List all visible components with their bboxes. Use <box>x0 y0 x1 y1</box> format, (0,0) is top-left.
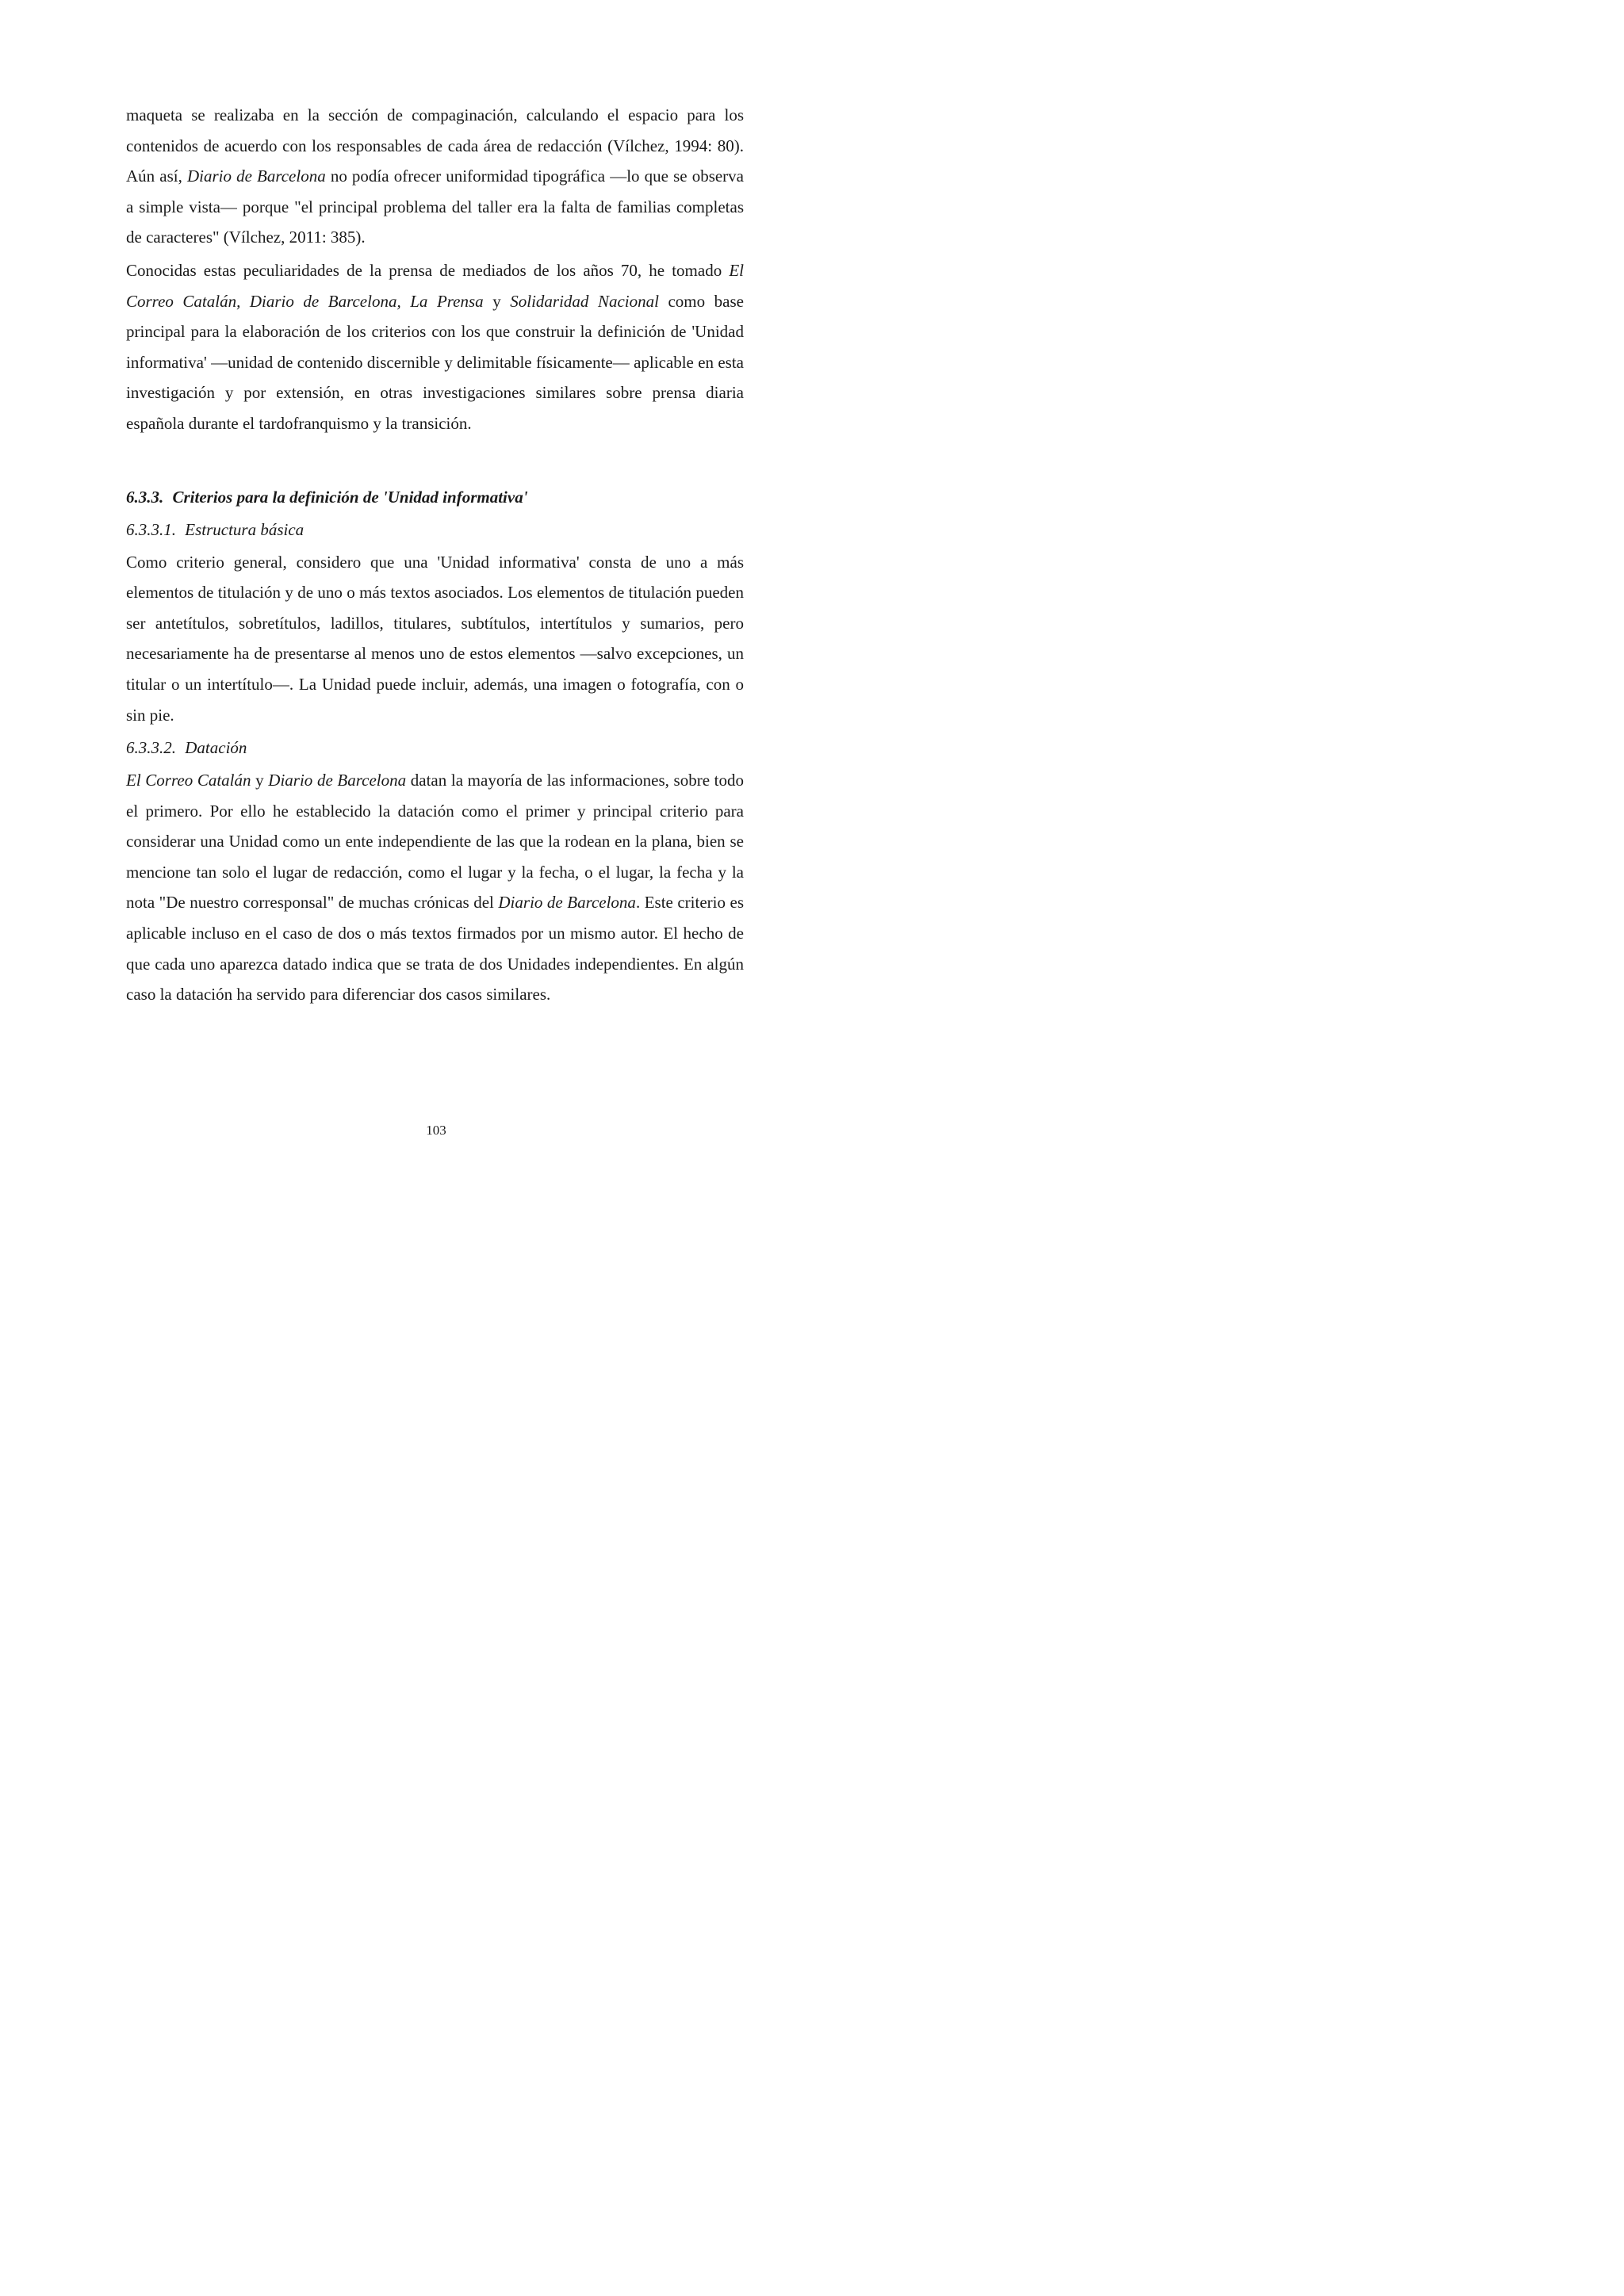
subsection-number: 6.3.3.2. <box>126 738 176 758</box>
paragraph-datacion <box>126 765 744 1010</box>
paragraph-criterio-general <box>126 547 744 731</box>
italic-run: El Correo Catalán, Diario de Barcelona, La Prensa <box>126 260 744 311</box>
italic-run: Diario de Barcelona <box>186 166 326 186</box>
document-body <box>126 100 744 1010</box>
text-run: y <box>483 291 511 311</box>
italic-run: Diario de Barcelona <box>498 893 636 913</box>
text-run: Como criterio general, considero que una 'Unidad informativa' consta de uno a más elementos de titulación y de uno o más textos asociados. Los elementos de titulación pueden ser antetítulos, sobretítulos, ladillos, titulares, subtítulos, intertítulos y sumarios, pero necesariamente ha de presentarse al menos uno de estos elementos —salvo excepciones, un titular o un intertítulo—. La Unidad puede incluir, además, una imagen o fotografía, con o sin pie. <box>126 552 744 725</box>
subsection-title: Datación <box>185 738 247 758</box>
text-run: y <box>251 771 269 790</box>
paragraph-maqueta <box>126 100 744 253</box>
italic-run: Solidaridad Nacional <box>510 291 659 311</box>
section-title: Criterios para la definición de 'Unidad informativa' <box>172 487 528 507</box>
italic-run: Diario de Barcelona <box>268 771 407 790</box>
subsection-heading-datacion <box>126 733 744 763</box>
text-run: Conocidas estas peculiaridades de la prensa de mediados de los años 70, he tomado <box>126 260 730 280</box>
subsection-number: 6.3.3.1. <box>126 519 176 539</box>
subsection-heading-estructura <box>126 515 744 545</box>
section-spacer <box>126 439 744 469</box>
text-run: como base principal para la elaboración de los criterios con los que construir la definición de 'Unidad informativa' —unidad de contenido discernible y delimitable físicamente— aplicable en esta investigación y por extensión, en otras investigaciones similares sobre prensa diaria española durante el tardofranquismo y la transición. <box>126 291 744 433</box>
paragraph-conocidas <box>126 255 744 439</box>
page-number: 103 <box>426 1123 446 1138</box>
section-heading <box>126 482 744 512</box>
section-number: 6.3.3. <box>126 487 164 507</box>
text-run: no podía ofrecer uniformidad tipográfica —lo que se observa a simple vista— porque "el principal problema del taller era la falta de familias completas de caracteres" (Vílchez, 2011: 385). <box>126 166 744 247</box>
italic-run: El Correo Catalán <box>126 771 251 790</box>
text-run: datan la mayoría de las informaciones, sobre todo el primero. Por ello he establecido la datación como el primer y principal criterio para considerar una Unidad como un ente independiente de las que la rodean en la plana, bien se mencione tan solo el lugar de redacción, como el lugar y la fecha, o el lugar, la fecha y la nota "De nuestro corresponsal" de muchas crónicas del <box>126 771 745 913</box>
subsection-title: Estructura básica <box>185 519 304 539</box>
text-run: . Este criterio es aplicable incluso en el caso de dos o más textos firmados por un mismo autor. El hecho de que cada uno aparezca datado indica que se trata de dos Unidades independientes. En algún caso la datación ha servido para diferenciar dos casos similares. <box>126 893 744 1004</box>
text-run: maqueta se realizaba en la sección de compaginación, calculando el espacio para los contenidos de acuerdo con los responsables de cada área de redacción (Vílchez, 1994: 80). Aún así, <box>126 105 744 186</box>
